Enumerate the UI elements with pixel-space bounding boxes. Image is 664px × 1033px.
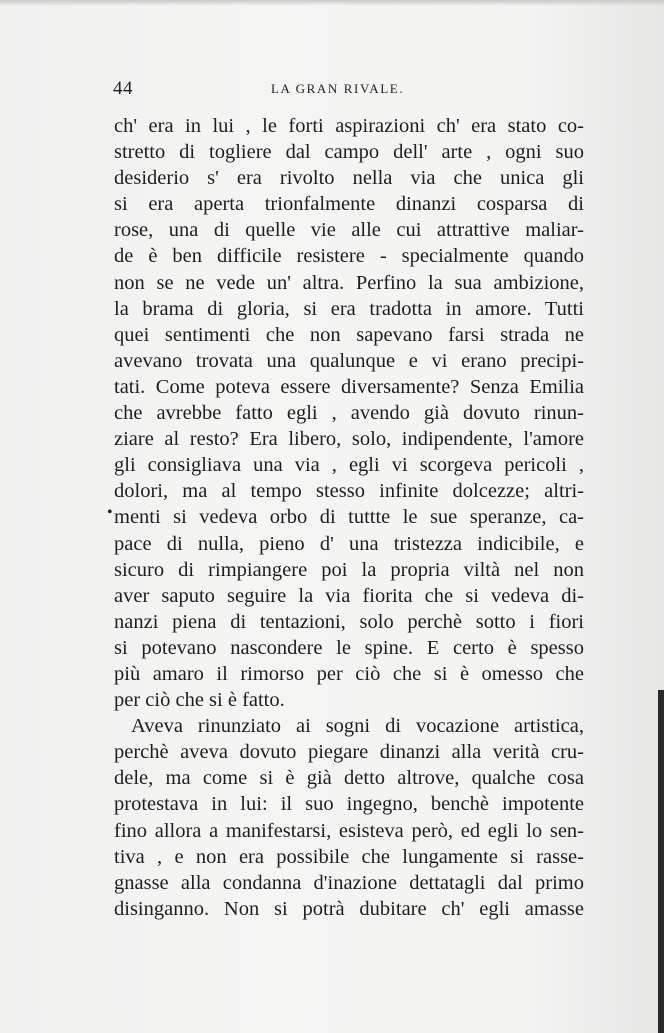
paragraph-1 <box>114 113 584 713</box>
text-line: avevano trovata una qualunque e vi erano precipi- <box>114 349 584 372</box>
text-line: ch' era in lui , le forti aspirazioni ch' era stato co- <box>114 115 584 137</box>
text-line: più amaro il rimorso per ciò che si è omesso che <box>114 662 584 685</box>
page-number: 44 <box>113 78 133 99</box>
text-line: tiva , e non era possibile che lungamente si rasse- <box>114 845 584 868</box>
text-line: rose, una di quelle vie alle cui attrattive maliar- <box>114 219 584 242</box>
text-line: protestava in lui: il suo ingegno, benchè impotente <box>114 793 584 816</box>
page-header <box>113 78 583 100</box>
text-line: nanzi piena di tentazioni, solo perchè sotto i fiori <box>114 610 584 633</box>
text-line: la brama di gloria, si era tradotta in amore. Tutti <box>114 297 584 320</box>
text-line: de è ben difficile resistere - specialmente quando <box>114 245 584 268</box>
text-line: desiderio s' era rivolto nella via che unica gli <box>114 167 584 190</box>
text-line: gli consigliava una via , egli vi scorgeva pericoli , <box>114 454 584 477</box>
text-line: per ciò che si è fatto. <box>114 689 285 712</box>
text-line: si potevano nascondere le spine. E certo è spesso <box>114 636 584 659</box>
text-line: tati. Come poteva essere diversamente? Senza Emilia <box>114 375 584 398</box>
text-line: stretto di togliere dal campo dell' arte , ogni suo <box>114 141 584 164</box>
text-line: Aveva rinunziato ai sogni di vocazione artistica, <box>131 715 584 738</box>
text-line: disinganno. Non si potrà dubitare ch' egli amasse <box>114 897 584 920</box>
running-title: LA GRAN RIVALE. <box>271 81 405 96</box>
text-line: aver saputo seguire la via fiorita che si vedeva di- <box>114 584 584 607</box>
text-line: perchè aveva dovuto piegare dinanzi alla verità cru- <box>114 741 584 764</box>
scan-top-shadow <box>0 0 664 6</box>
text-line: pace di nulla, pieno d' una tristezza indicibile, e <box>114 532 584 555</box>
text-line: si era aperta trionfalmente dinanzi cosparsa di <box>114 193 584 216</box>
text-line: sicuro di rimpiangere poi la propria viltà nel non <box>114 558 584 581</box>
scan-right-edge <box>658 690 664 1033</box>
text-line: quei sentimenti che non sapevano farsi strada ne <box>114 323 584 346</box>
text-line: dolori, ma al tempo stesso infinite dolcezze; altri- <box>114 480 584 503</box>
margin-mark: • <box>107 504 113 521</box>
text-line: gnasse alla condanna d'inazione dettatagli dal primo <box>114 871 584 894</box>
body-text <box>114 113 584 922</box>
text-line: ziare al resto? Era libero, solo, indipendente, l'amore <box>114 428 584 451</box>
paragraph-2 <box>114 713 584 922</box>
text-line: non se ne vede un' altra. Perfino la sua ambizione, <box>114 271 584 294</box>
text-line: dele, ma come si è già detto altrove, qualche cosa <box>114 767 584 790</box>
text-line: che avrebbe fatto egli , avendo già dovuto rinun- <box>114 402 584 425</box>
text-line: menti si vedeva orbo di tuttte le sue speranze, ca- <box>114 506 584 529</box>
text-line: fino allora a manifestarsi, esisteva però, ed egli lo sen- <box>114 819 584 842</box>
